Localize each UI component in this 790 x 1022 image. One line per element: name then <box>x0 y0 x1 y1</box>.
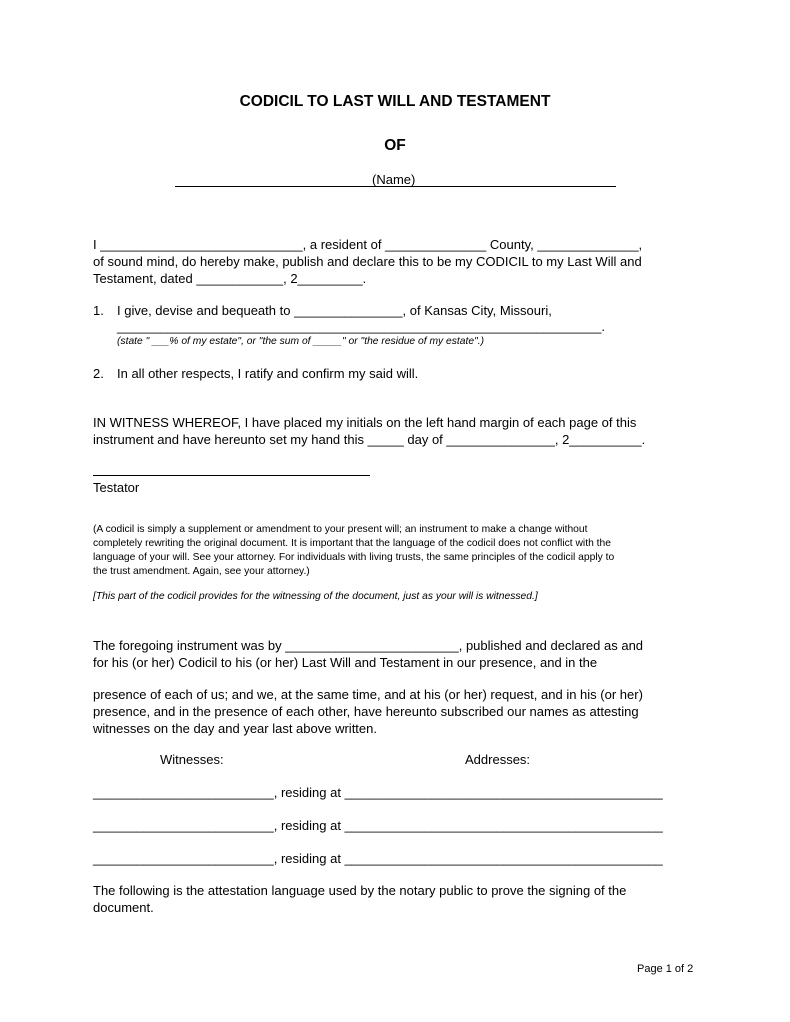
item-2-number: 2. <box>93 366 104 381</box>
witness-whereof-line-1: IN WITNESS WHEREOF, I have placed my initials on the left hand margin of each page of this <box>93 415 637 430</box>
witnesses-header: Witnesses: <box>160 752 224 767</box>
explanation-line-2: completely rewriting the original document. It is important that the language of the codicil does not conflict with the <box>93 538 611 549</box>
foregoing-line-2: for his (or her) Codicil to his (or her) Last Will and Testament in our presence, and in the <box>93 655 598 670</box>
testator-signature-line <box>93 475 370 476</box>
presence-line-3: witnesses on the day and year last above written. <box>93 721 377 736</box>
witness-line-2: _________________________, residing at ____________________________________________ <box>93 818 663 833</box>
explanation-line-3: language of your will. See your attorney. For individuals with living trusts, the same principles of the codicil apply to <box>93 552 615 563</box>
witness-whereof-line-2: instrument and have hereunto set my hand this _____ day of _______________, 2__________. <box>93 432 646 447</box>
addresses-header: Addresses: <box>465 752 531 767</box>
item-2-text: In all other respects, I ratify and confirm my said will. <box>117 366 419 381</box>
of-heading: OF <box>384 137 406 154</box>
intro-line-2: of sound mind, do hereby make, publish and declare this to be my CODICIL to my Last Will and <box>93 254 642 269</box>
witness-line-1: _________________________, residing at ____________________________________________ <box>93 785 663 800</box>
page-number: Page 1 of 2 <box>637 963 694 975</box>
attestation-line-1: The following is the attestation language used by the notary public to prove the signing of the <box>93 883 627 898</box>
witness-line-3: _________________________, residing at ____________________________________________ <box>93 851 663 866</box>
item-1-number: 1. <box>93 303 104 318</box>
witnessing-note: [This part of the codicil provides for the witnessing of the document, just as your will is witnessed.] <box>93 591 538 602</box>
intro-line-3: Testament, dated ____________, 2_________. <box>93 271 367 286</box>
foregoing-line-1: The foregoing instrument was by ________________________, published and declared as and <box>93 638 644 653</box>
presence-line-2: presence, and in the presence of each other, have hereunto subscribed our names as attesting <box>93 704 639 719</box>
item-1-note: (state " ___% of my estate", or "the sum of _____" or "the residue of my estate".) <box>117 336 485 347</box>
attestation-line-2: document. <box>93 900 154 915</box>
intro-line-1: I ____________________________, a resident of ______________ County, ______________, <box>93 237 643 252</box>
document-title: CODICIL TO LAST WILL AND TESTAMENT <box>239 93 551 110</box>
explanation-line-1: (A codicil is simply a supplement or amendment to your present will; an instrument to make a change without <box>93 524 588 535</box>
item-1-text: I give, devise and bequeath to _______________, of Kansas City, Missouri, <box>117 303 552 318</box>
testator-label: Testator <box>93 480 140 495</box>
presence-line-1: presence of each of us; and we, at the same time, and at his (or her) request, and in his (or her) <box>93 687 643 702</box>
item-1-blank-line: ___________________________________________________________________. <box>117 319 606 334</box>
explanation-line-4: the trust amendment. Again, see your attorney.) <box>93 566 310 577</box>
name-label: (Name) <box>372 172 416 187</box>
